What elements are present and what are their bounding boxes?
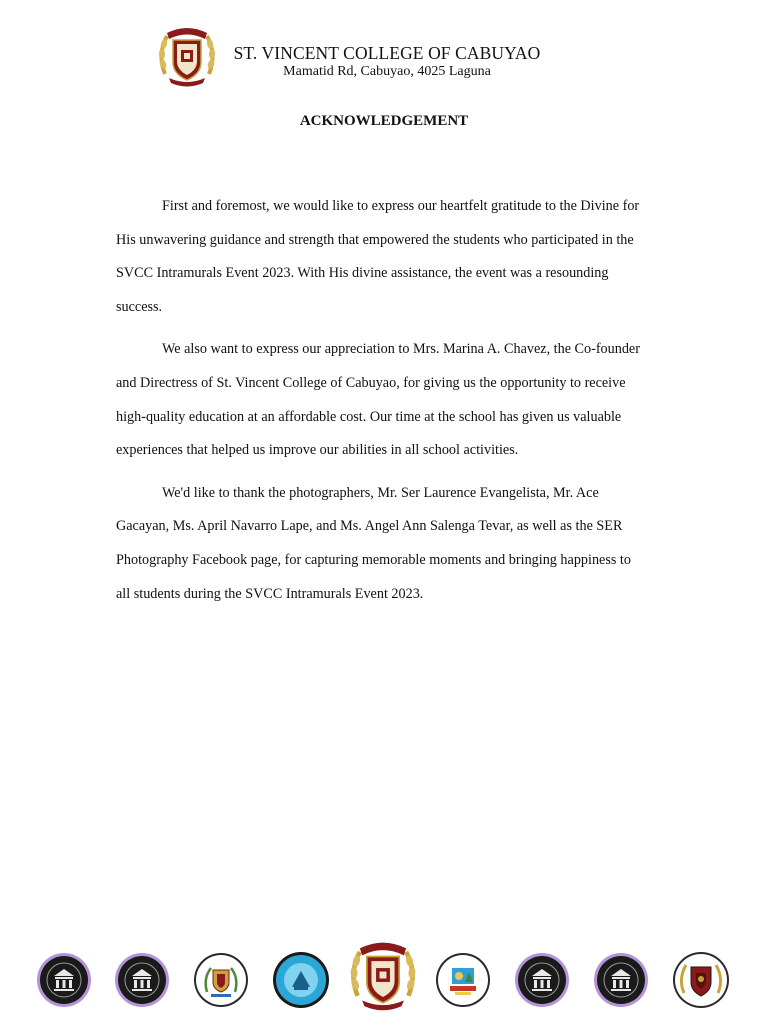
school-address: Mamatid Rd, Cabuyao, 4025 Laguna (283, 64, 491, 79)
school-name: ST. VINCENT COLLEGE OF CABUYAO (233, 43, 541, 63)
paragraph-3: We'd like to thank the photographers, Mr. Ser Laurence Evangelista, Mr. Ace Gacayan, Ms. April Navarro Lape, and Ms. Angel Ann Salenga Tevar, as well as the SER Photography Facebook page, for capturing memorable moments and bringing happiness to all students during the SVCC Intramurals Event 2023. (116, 484, 631, 602)
school-seal-icon (155, 24, 219, 88)
department-seal-blue-icon (272, 951, 330, 1009)
school-seal-icon (346, 938, 420, 1012)
paragraph-2: We also want to express our appreciation to Mrs. Marina A. Chavez, the Co-founder and Directress of St. Vincent College of Cabuyao, for giving us the opportunity to receive high-quality education at an affordable cost. Our time at the school has given us valuable experiences that helped us improve our abilities in all school activities. (116, 341, 640, 459)
paragraph-1: First and foremost, we would like to express our heartfelt gratitude to the Divine for His unwavering guidance and strength that empowered the students who participated in the SVCC Intramurals Event 2023. With His divine assistance, the event was a resounding success. (116, 198, 640, 315)
letterhead (222, 43, 552, 80)
footer-logos (0, 936, 768, 1016)
document-body (116, 190, 642, 620)
department-seal-purple-icon (514, 952, 570, 1008)
department-seal-purple-icon (593, 952, 649, 1008)
department-seal-laurel-icon (672, 951, 730, 1009)
document-title: ACKNOWLEDGEMENT (299, 113, 469, 129)
department-seal-purple-icon (114, 952, 170, 1008)
department-seal-purple-icon (36, 952, 92, 1008)
department-seal-white-icon (435, 952, 491, 1008)
department-seal-white-icon (193, 952, 249, 1008)
